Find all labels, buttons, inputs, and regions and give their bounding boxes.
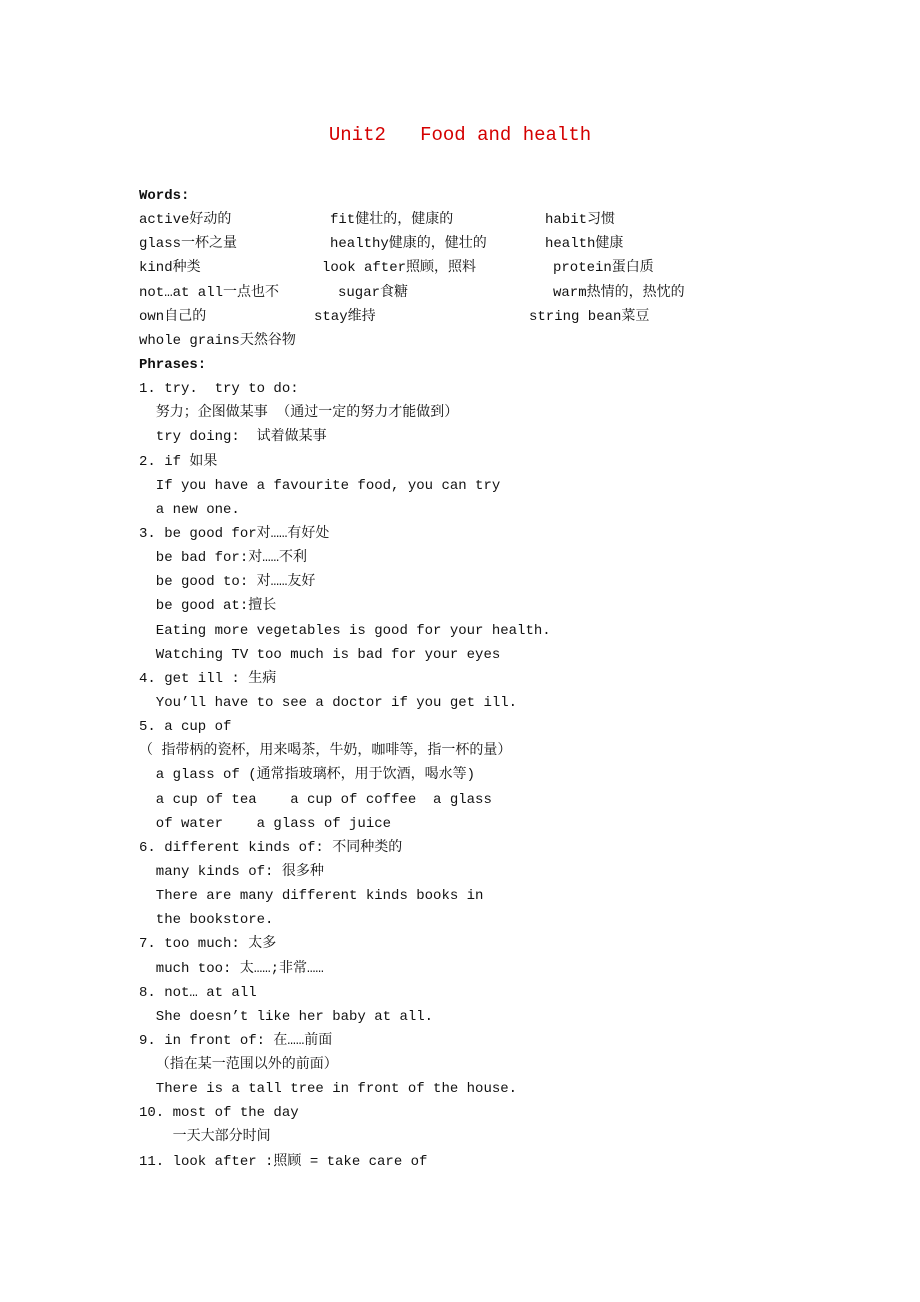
phrase-line: 1. try. try to do: (139, 381, 299, 398)
phrase-line: be bad for:对……不利 (139, 550, 308, 567)
phrase-line: Watching TV too much is bad for your eyes (139, 646, 501, 663)
word-entry: stay维持 (314, 308, 376, 325)
phrase-line: the bookstore. (139, 912, 274, 929)
phrase-line: 4. get ill : 生病 (139, 670, 277, 687)
word-entry: healthy健康的，健壮的 (330, 236, 487, 253)
phrase-line: You’ll have to see a doctor if you get ill. (139, 694, 518, 711)
phrase-line: There are many different kinds books in (139, 888, 484, 905)
phrase-line: 努力；企图做某事 （通过一定的努力才能做到） (139, 405, 459, 422)
word-entry: own自己的 (139, 308, 207, 325)
phrase-line: a new one. (139, 501, 240, 518)
phrase-line: 3. be good for对……有好处 (139, 525, 330, 542)
word-entry: fit健壮的，健康的 (330, 212, 454, 229)
phrase-line: 2. if 如果 (139, 453, 218, 470)
word-entry: protein蛋白质 (553, 260, 654, 277)
phrase-line: She doesn’t like her baby at all. (139, 1008, 434, 1025)
phrase-line: of water a glass of juice (139, 815, 392, 832)
word-entry: active好动的 (139, 212, 232, 229)
phrase-line: be good at:擅长 (139, 598, 277, 615)
phrases-heading: Phrases: (139, 356, 207, 373)
phrase-line: Eating more vegetables is good for your health. (139, 622, 551, 639)
phrase-line: many kinds of: 很多种 (139, 863, 324, 880)
word-row (139, 305, 839, 329)
phrase-line: 9. in front of: 在……前面 (139, 1032, 333, 1049)
word-entry: not…at all一点也不 (139, 284, 280, 301)
phrase-line: 一天大部分时间 (139, 1129, 271, 1146)
phrase-line: try doing: 试着做某事 (139, 429, 327, 446)
phrase-line: 11. look after :照顾 = take care of (139, 1153, 428, 1170)
word-row (139, 256, 839, 280)
phrase-line: （ 指带柄的瓷杯，用来喝茶，牛奶，咖啡等，指一杯的量） (139, 743, 512, 760)
word-entry: whole grains天然谷物 (139, 332, 296, 349)
phrase-line: If you have a favourite food, you can try (139, 477, 501, 494)
word-entry: habit习惯 (545, 212, 616, 229)
phrase-line: a glass of (通常指玻璃杯，用于饮酒，喝水等) (139, 767, 476, 784)
page-title: Unit2 Food and health (328, 124, 592, 146)
word-entry: string bean菜豆 (529, 308, 650, 325)
phrase-line: 6. different kinds of: 不同种类的 (139, 839, 403, 856)
phrase-line: 7. too much: 太多 (139, 936, 277, 953)
word-row (139, 329, 839, 353)
word-entry: warm热情的，热忱的 (553, 284, 685, 301)
word-row (139, 208, 839, 232)
word-entry: look after照顾，照料 (322, 260, 477, 277)
word-entry: glass一杯之量 (139, 236, 238, 253)
phrase-line: 5. a cup of (139, 719, 232, 736)
phrase-line: 8. not… at all (139, 984, 257, 1001)
word-entry: health健康 (545, 236, 624, 253)
phrase-line: （指在某一范围以外的前面） (139, 1057, 338, 1074)
word-row (139, 281, 839, 305)
word-row (139, 232, 839, 256)
word-entry: sugar食糖 (338, 284, 409, 301)
phrase-line: There is a tall tree in front of the house. (139, 1081, 518, 1098)
phrase-line: 10. most of the day (139, 1105, 299, 1122)
word-entry: kind种类 (139, 260, 201, 277)
phrase-line: be good to: 对……友好 (139, 574, 316, 591)
phrase-line: a cup of tea a cup of coffee a glass (139, 791, 492, 808)
phrase-line: much too: 太……;非常…… (139, 960, 324, 977)
words-heading: Words: (139, 188, 190, 204)
document-body (139, 184, 839, 1174)
